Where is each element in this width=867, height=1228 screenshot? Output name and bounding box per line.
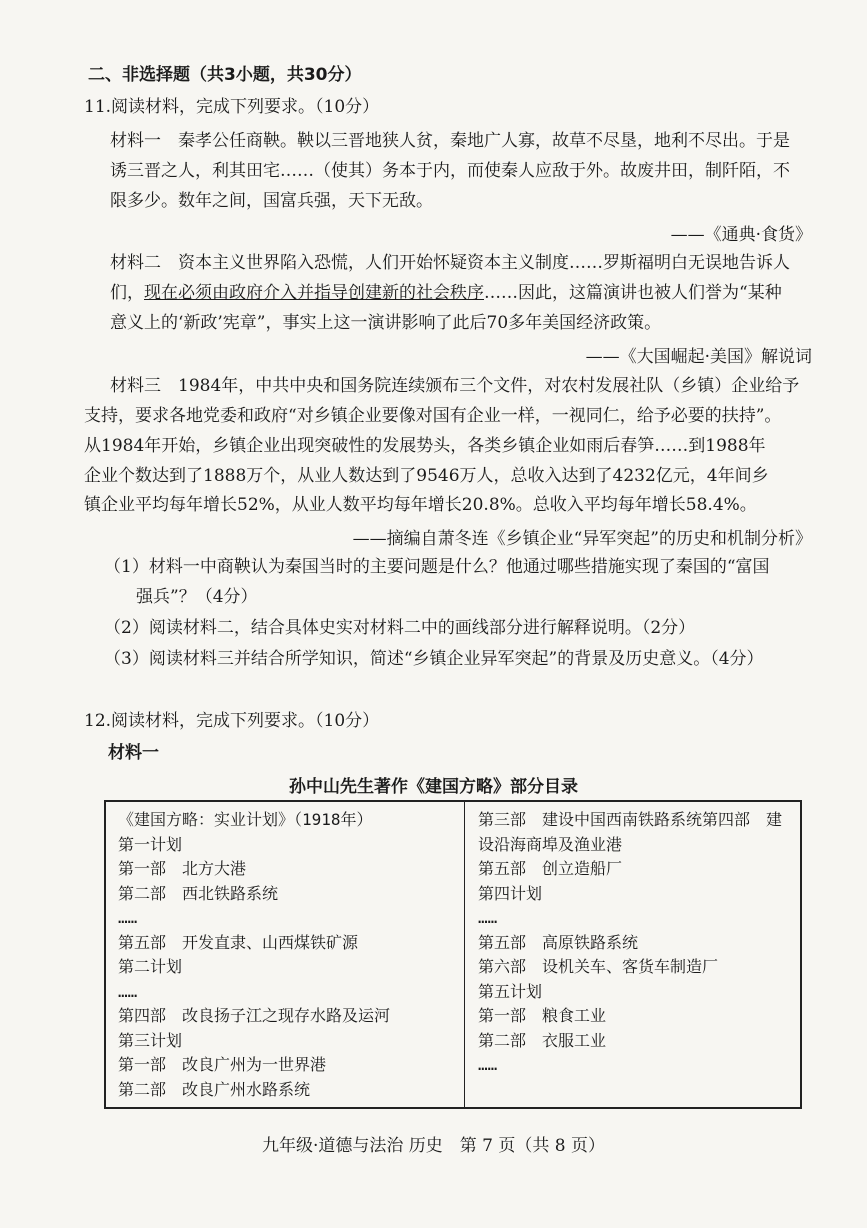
q11-m2-line2	[110, 282, 782, 304]
q11-question-1b: 强兵”？（4分）	[136, 587, 258, 607]
left-row: 第五部 开发直隶、山西煤铁矿源	[118, 932, 359, 952]
q11-m2-line3: 意义上的‘新政’宪章”，事实上这一演讲影响了此后70多年美国经济政策。	[110, 313, 662, 333]
right-row: 第六部 设机关车、客货车制造厂	[478, 957, 719, 976]
left-row: 第三计划	[118, 1030, 183, 1050]
q11-question-1a: （1）材料一中商鞅认为秦国当时的主要问题是什么？他通过哪些措施实现了秦国的“富国	[104, 557, 770, 577]
section-title: 二、非选择题（共3小题，共30分）	[88, 65, 362, 85]
right-row: 第二部 衣服工业	[478, 1030, 607, 1050]
right-row: 第五计划	[478, 981, 543, 1001]
table-title: 孙中山先生著作《建国方略》部分目录	[289, 777, 578, 797]
q11-m2-line1: 材料二 资本主义世界陷入恐慌，人们开始怀疑资本主义制度……罗斯福明白无误地告诉人	[110, 253, 790, 273]
q11-m2-source: ——《大国崛起·美国》解说词	[585, 347, 812, 367]
right-row: 第四计划	[478, 883, 543, 903]
q11-m3-line1: 材料三 1984年，中共中央和国务院连续颁布三个文件，对农村发展社队（乡镇）企业给予	[110, 376, 800, 396]
q12-title: 12.阅读材料，完成下列要求。（10分）	[84, 711, 380, 731]
left-row: 第二部 改良广州水路系统	[118, 1079, 311, 1099]
table-of-contents	[104, 800, 802, 1109]
right-row: 第三部 建设中国西南铁路系统第四部 建	[478, 810, 783, 829]
left-row: 第一部 北方大港	[118, 859, 247, 878]
left-row: 第四部 改良扬子江之现存水路及运河	[118, 1006, 391, 1025]
q11-m3-source: ——摘编自萧冬连《乡镇企业“异军突起”的历史和机制分析》	[352, 529, 812, 549]
q11-question-3: （3）阅读材料三并结合所学知识，简述“乡镇企业异军突起”的背景及历史意义。（4分）	[104, 649, 764, 669]
left-row: 第一部 改良广州为一世界港	[118, 1055, 327, 1074]
q11-m1-source: ——《通典·食货》	[670, 225, 812, 245]
left-row: 第二计划	[118, 957, 183, 976]
q11-title: 11.阅读材料，完成下列要求。（10分）	[84, 97, 380, 117]
q11-m2-pre: 们，	[110, 283, 144, 303]
left-row: ……	[118, 981, 138, 1001]
right-row: 第五部 创立造船厂	[478, 859, 623, 878]
table-right-column	[478, 808, 782, 1078]
right-row: 第一部 粮食工业	[478, 1006, 607, 1025]
right-row: ……	[478, 1055, 498, 1074]
table-left-column	[118, 808, 390, 1102]
page-footer: 九年级·道德与法治 历史 第 7 页（共 8 页）	[261, 1136, 606, 1156]
q11-m1-line3: 限多少。数年之间，国富兵强，天下无敌。	[110, 191, 433, 211]
q11-m3-line2: 支持，要求各地党委和政府“对乡镇企业要像对国有企业一样，一视同仁，给予必要的扶持”。	[84, 406, 782, 426]
right-row: ……	[478, 908, 498, 927]
q11-m2-post: ……因此，这篇演讲也被人们誉为“某种	[484, 283, 782, 303]
left-row: ……	[118, 908, 138, 927]
q11-m1-line2: 诱三晋之人，利其田宅……（使其）务本于内，而使秦人应敌于外。故废井田，制阡陌，不	[110, 161, 790, 181]
q11-m3-line4: 企业个数达到了1888万个，从业人数达到了9546万人，总收入达到了4232亿元，4年间乡	[84, 466, 769, 486]
left-row: 第一计划	[118, 834, 183, 854]
right-row: 设沿海商埠及渔业港	[478, 834, 623, 854]
table-divider	[464, 802, 465, 1107]
left-row: 《建国方略：实业计划》（1918年）	[118, 810, 373, 829]
q11-m3-line5: 镇企业平均每年增长52%，从业人数平均每年增长20.8%。总收入平均每年增长58.4%。	[84, 495, 757, 515]
right-row: 第五部 高原铁路系统	[478, 932, 639, 952]
q11-question-2: （2）阅读材料二，结合具体史实对材料二中的画线部分进行解释说明。（2分）	[104, 618, 696, 638]
q11-m1-line1: 材料一 秦孝公任商鞅。鞅以三晋地狭人贫，秦地广人寡，故草不尽垦，地利不尽出。于是	[110, 131, 790, 151]
q12-material-label: 材料一	[108, 743, 159, 763]
q11-m2-underlined: 现在必须由政府介入并指导创建新的社会秩序	[144, 283, 484, 303]
left-row: 第二部 西北铁路系统	[118, 883, 279, 903]
q11-m3-line3: 从1984年开始，乡镇企业出现突破性的发展势头，各类乡镇企业如雨后春笋……到1988年	[84, 436, 766, 456]
